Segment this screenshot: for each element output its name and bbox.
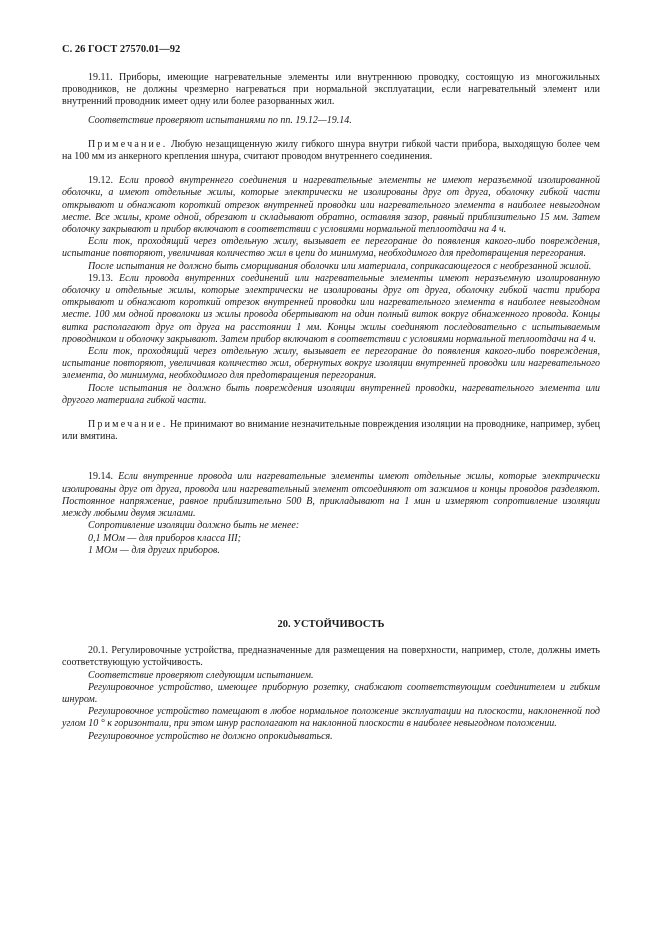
note-label: Примечание. xyxy=(88,138,168,150)
paragraph-19-12 xyxy=(62,175,600,236)
paragraph-19-14-d: 1 МОм — для других приборов. xyxy=(88,544,220,556)
clause-number: 19.13. xyxy=(88,272,113,284)
note-label: Примечание. xyxy=(88,419,168,431)
paragraph-20-1: 20.1. Регулировочные устройства, предназначенные для размещения на поверхности, например, столе, должны иметь соответствующую устойчивость. xyxy=(62,645,600,669)
paragraph-19-11 xyxy=(62,72,600,109)
note-2 xyxy=(62,419,600,443)
page-header: С. 26 ГОСТ 27570.01—92 xyxy=(62,44,181,55)
note-text: Любую незащищенную жилу гибкого шнура внутри гибкой части прибора, выходящую более чем на 100 мм из анкерного крепления шнура, считают проводом внутреннего соединения. xyxy=(62,138,600,163)
note-1 xyxy=(62,139,600,163)
paragraph-19-13-c: После испытания не должно быть повреждения изоляции внутренней проводки, нагревательного элемента или другого материала гибкой части. xyxy=(62,382,600,406)
paragraph-19-14 xyxy=(62,471,600,520)
paragraph-20-1-c: Регулировочное устройство, имеющее приборную розетку, снабжают соответствующим соединителем и гибким шнуром. xyxy=(62,681,600,705)
paragraph-19-12-b: Если ток, проходящий через отдельную жилу, вызывает ее перегорание до появления какого-либо повреждения, испытание повторяют, увеличивая количество жил в цепи до минимума, необходимого для предотвращения перегорания. xyxy=(62,236,600,260)
clause-number: 19.11. xyxy=(88,72,113,83)
section-title: 20. УСТОЙЧИВОСТЬ xyxy=(277,618,385,630)
check-19-11: Соответствие проверяют испытаниями по пп. 19.12—19.14. xyxy=(88,114,352,126)
paragraph-20-1-d: Регулировочное устройство помещают в любое нормальное положение эксплуатации на плоскости, наклоненной под углом 10 ° к горизонтали, при этом шнур располагают на наклонной плоскости в наиболее невыгодном положении. xyxy=(62,706,600,730)
clause-number: 19.12. xyxy=(88,175,113,187)
paragraph-19-13-b: Если ток, проходящий через отдельную жилу, вызывает ее перегорание до появления какого-либо повреждения, испытание повторяют, увеличивая количество жил, обернутых вокруг изоляции внутренней проводки или нагревательного элемента, до минимума, необходимого для предотвращения перегорания. xyxy=(62,346,600,382)
paragraph-19-13 xyxy=(62,273,600,346)
paragraph-19-14-b: Сопротивление изоляции должно быть не менее: xyxy=(88,520,300,532)
paragraph-20-1-e: Регулировочное устройство не должно опрокидываться. xyxy=(88,730,333,742)
paragraph-20-1-b: Соответствие проверяют следующим испытанием. xyxy=(88,669,314,681)
clause-number: 19.14. xyxy=(88,471,113,483)
paragraph-19-14-c: 0,1 МОм — для приборов класса III; xyxy=(88,532,241,544)
clause-text: Если провода внутренних соединений или нагревательные элементы имеют неразъемную изолированную оболочку и отдельные жилы, которые электрически не изолированы друг от друга, оболочку гибкой части прибора открывают и обнажают короткий отрезок внутренней проводки или нагревательного элемента в наиболее невыгодном месте. 100 мм одной проволоки из жилы провода обертывают на один полный виток вокруг обнаженного провода. Концы витка располагают друг от друга на расстоянии 1 мм. Концы жилы соединяют последовательно с испытываемым проводником и оболочку закрывают. Затем прибор включают в соответствии с условиями нормальной теплоотдачи на 4 ч. xyxy=(62,272,600,345)
note-text: Не принимают во внимание незначительные повреждения изоляции на проводнике, например, зубец или вмятина. xyxy=(62,419,600,443)
document-body xyxy=(62,72,600,743)
paragraph-19-12-c: После испытания не должно быть сморщивания оболочки или материала, соприкасающегося с необрезанной жилой. xyxy=(88,260,592,272)
clause-text: Если провод внутреннего соединения и нагревательные элементы не имеют неразъемной изолированной оболочки, а имеют отдельные жилы, которые электрически не изолированы друг от друга, оболочку гибкой части открывают и обнажают короткий отрезок внутренней проводки или нагревательного элемента в наиболее невыгодном месте. Все жилы, кроме одной, обрезают и складывают обратно, оставляя зазор, равный приблизительно 15 мм. Затем оболочку закрывают и прибор включают в соответствии с условиями нормальной теплоотдачи на 4 ч. xyxy=(62,175,600,236)
clause-text: Если внутренние провода или нагревательные элементы имеют отдельные жилы, которые электрически изолированы друг от друга, провода или нагревательный элемент отсоединяют от зажимов и концы проводов разделяют. Постоянное напряжение, равное приблизительно 500 В, прикладывают на 1 мин и измеряют сопротивление изоляции между любыми двумя жилами. xyxy=(62,471,600,520)
clause-text: Приборы, имеющие нагревательные элементы или внутреннюю проводку, состоящую из многожильных проводников, не должны чрезмерно нагреваться при нормальной эксплуатации, если нагревательный элемент или внутренний проводник имеет одну или более разорванных жил. xyxy=(62,72,600,108)
